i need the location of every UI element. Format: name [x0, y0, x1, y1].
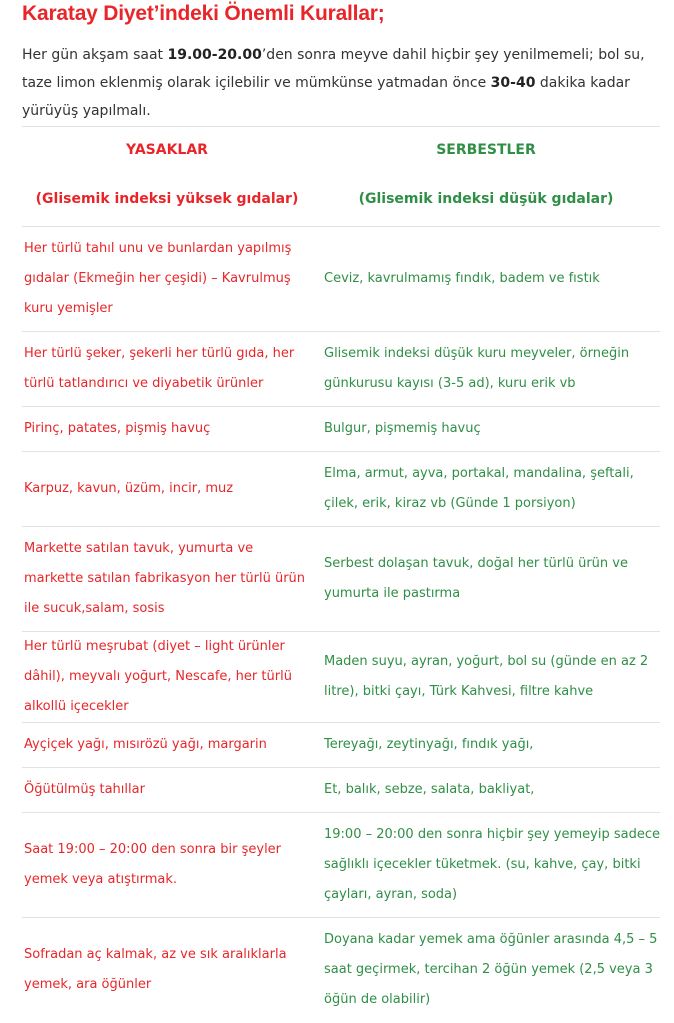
table-row [22, 918, 660, 1023]
forbidden-cell: Saat 19:00 – 20:00 den sonra bir şeyler yemek veya atıştırmak. [22, 813, 312, 918]
forbidden-cell: Pirinç, patates, pişmiş havuç [22, 407, 312, 452]
header-forbidden: YASAKLAR [22, 127, 312, 173]
table-row [22, 452, 660, 527]
intro-paragraph [22, 41, 662, 125]
forbidden-cell: Sofradan aç kalmak, az ve sık aralıklarla yemek, ara öğünler [22, 918, 312, 1023]
intro-time-bold: 19.00-20.00 [167, 47, 262, 63]
allowed-cell: Tereyağı, zeytinyağı, fındık yağı, [312, 723, 660, 768]
table-row [22, 527, 660, 632]
intro-text-1: Her gün akşam saat [22, 47, 168, 63]
allowed-cell: Elma, armut, ayva, portakal, mandalina, şeftali, çilek, erik, kiraz vb (Günde 1 porsiyon) [312, 452, 660, 527]
forbidden-cell: Her türlü şeker, şekerli her türlü gıda, her türlü tatlandırıcı ve diyabetik ürünler [22, 332, 312, 407]
allowed-cell: Et, balık, sebze, salata, bakliyat, [312, 768, 660, 813]
allowed-cell: Ceviz, kavrulmamış fındık, badem ve fıstık [312, 227, 660, 332]
allowed-cell: Bulgur, pişmemiş havuç [312, 407, 660, 452]
allowed-cell: Glisemik indeksi düşük kuru meyveler, örneğin günkurusu kayısı (3-5 ad), kuru erik vb [312, 332, 660, 407]
allowed-cell: Serbest dolaşan tavuk, doğal her türlü ürün ve yumurta ile pastırma [312, 527, 660, 632]
page-title: Karatay Diyet’indeki Önemli Kurallar; [22, 2, 385, 25]
table-row [22, 332, 660, 407]
table-subheader-row [22, 173, 660, 227]
forbidden-cell: Öğütülmüş tahıllar [22, 768, 312, 813]
rules-table [22, 126, 660, 1023]
forbidden-cell: Karpuz, kavun, üzüm, incir, muz [22, 452, 312, 527]
forbidden-cell: Markette satılan tavuk, yumurta ve markette satılan fabrikasyon her türlü ürün ile sucuk,salam, sosis [22, 527, 312, 632]
forbidden-cell: Her türlü tahıl unu ve bunlardan yapılmış gıdalar (Ekmeğin her çeşidi) – Kavrulmuş kuru yemişler [22, 227, 312, 332]
table-row [22, 768, 660, 813]
intro-text-3: dakika kadar yürüyüş yapılmalı. [22, 75, 630, 119]
table-header-row [22, 127, 660, 173]
intro-text-2: ’den sonra meyve dahil hiçbir şey yenilmemeli; bol su, taze limon eklenmiş olarak içilebilir ve mümkünse yatmadan önce [22, 47, 645, 91]
allowed-cell: Maden suyu, ayran, yoğurt, bol su (günde en az 2 litre), bitki çayı, Türk Kahvesi, filtre kahve [312, 632, 660, 723]
allowed-cell: Doyana kadar yemek ama öğünler arasında 4,5 – 5 saat geçirmek, tercihan 2 öğün yemek (2,5 veya 3 öğün de olabilir) [312, 918, 660, 1023]
table-row [22, 407, 660, 452]
intro-minutes-bold: 30-40 [490, 75, 536, 91]
subheader-allowed: (Glisemik indeksi düşük gıdalar) [358, 191, 614, 208]
header-allowed: SERBESTLER [312, 127, 660, 173]
allowed-cell: 19:00 – 20:00 den sonra hiçbir şey yemeyip sadece sağlıklı içecekler tüketmek. (su, kahve, çay, bitki çayları, ayran, soda) [312, 813, 660, 918]
forbidden-cell: Ayçiçek yağı, mısırözü yağı, margarin [22, 723, 312, 768]
table-row [22, 813, 660, 918]
table-row [22, 227, 660, 332]
subheader-forbidden: (Glisemik indeksi yüksek gıdalar) [35, 191, 299, 208]
table-row [22, 723, 660, 768]
table-row [22, 632, 660, 723]
forbidden-cell: Her türlü meşrubat (diyet – light ürünler dâhil), meyvalı yoğurt, Nescafe, her türlü alkollü içecekler [22, 632, 312, 723]
